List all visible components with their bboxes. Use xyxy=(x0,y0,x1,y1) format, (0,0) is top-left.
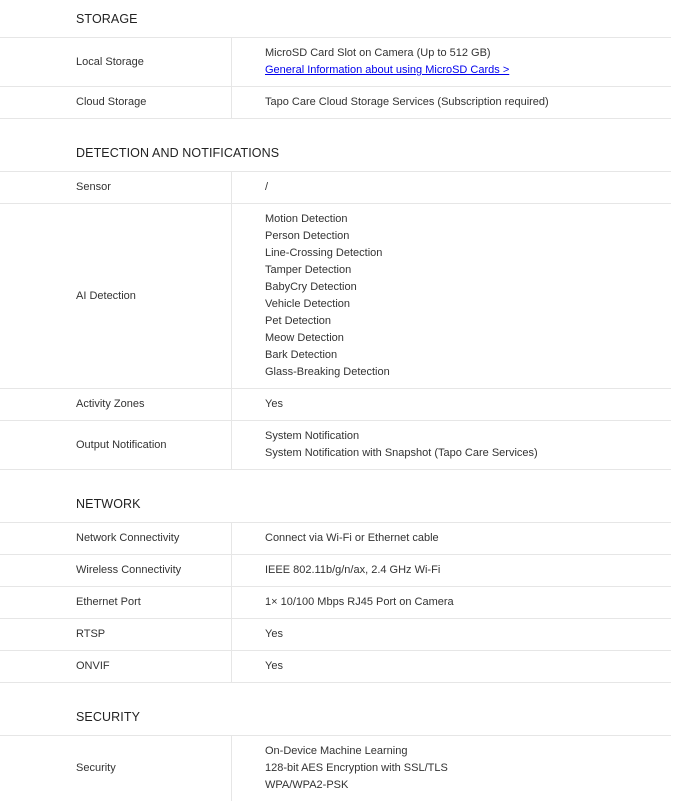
spec-value-line: Tamper Detection xyxy=(265,264,352,276)
spec-value-line: 128-bit AES Encryption with SSL/TLS xyxy=(265,762,448,774)
spec-label: Output Notification xyxy=(0,421,232,469)
spec-value-line: 1× 10/100 Mbps RJ45 Port on Camera xyxy=(265,596,454,608)
spec-value-line: System Notification xyxy=(265,430,360,442)
spec-value xyxy=(232,87,671,118)
spec-value xyxy=(232,736,671,801)
section-divider xyxy=(0,682,671,698)
spec-row-local-storage xyxy=(0,38,671,87)
spec-value xyxy=(232,619,671,650)
spec-label: AI Detection xyxy=(0,204,232,388)
spec-row-cloud-storage xyxy=(0,87,671,118)
section-detection-and-notifications xyxy=(0,118,671,469)
spec-label: RTSP xyxy=(0,619,232,650)
spec-row-activity-zones xyxy=(0,389,671,421)
spec-row-output-notification xyxy=(0,421,671,469)
spec-label: Activity Zones xyxy=(0,389,232,420)
section-security xyxy=(0,682,671,801)
spec-row-security xyxy=(0,736,671,801)
spec-row-network-connectivity xyxy=(0,523,671,555)
section-network xyxy=(0,469,671,682)
spec-label: Network Connectivity xyxy=(0,523,232,554)
spec-value xyxy=(232,172,671,203)
spec-row-ethernet-port xyxy=(0,587,671,619)
spec-value-line: Yes xyxy=(265,628,283,640)
microsd-info-link[interactable]: General Information about using MicroSD Cards > xyxy=(265,64,510,76)
section-title: NETWORK xyxy=(0,485,671,523)
spec-label: ONVIF xyxy=(0,651,232,682)
spec-value-line: BabyCry Detection xyxy=(265,281,357,293)
spec-label: Local Storage xyxy=(0,38,232,86)
spec-value-line: Connect via Wi-Fi or Ethernet cable xyxy=(265,532,439,544)
spec-value-line: / xyxy=(265,181,269,193)
spec-value-line: Line-Crossing Detection xyxy=(265,247,383,259)
section-divider xyxy=(0,469,671,485)
spec-value-line: System Notification with Snapshot (Tapo Care Services) xyxy=(265,447,538,459)
section-title: STORAGE xyxy=(0,0,671,38)
spec-row-sensor xyxy=(0,172,671,204)
spec-row-rtsp xyxy=(0,619,671,651)
spec-value-line: Glass-Breaking Detection xyxy=(265,366,390,378)
spec-value xyxy=(232,651,671,682)
spec-value-line: WPA/WPA2-PSK xyxy=(265,779,349,791)
spec-value xyxy=(232,555,671,586)
spec-value-line: Bark Detection xyxy=(265,349,338,361)
spec-row-ai-detection xyxy=(0,204,671,389)
spec-value-line: Person Detection xyxy=(265,230,350,242)
spec-value-line: Tapo Care Cloud Storage Services (Subscription required) xyxy=(265,96,549,108)
spec-value-line: Motion Detection xyxy=(265,213,348,225)
spec-row-onvif xyxy=(0,651,671,682)
spec-value-line: Pet Detection xyxy=(265,315,332,327)
section-title: DETECTION AND NOTIFICATIONS xyxy=(0,134,671,172)
spec-label: Security xyxy=(0,736,232,801)
spec-value-line: Yes xyxy=(265,660,283,672)
section-storage xyxy=(0,0,671,118)
spec-value-line: Meow Detection xyxy=(265,332,344,344)
spec-label: Ethernet Port xyxy=(0,587,232,618)
spec-row-wireless-connectivity xyxy=(0,555,671,587)
spec-value xyxy=(232,38,671,86)
section-divider xyxy=(0,118,671,134)
spec-label: Sensor xyxy=(0,172,232,203)
spec-value-line: Vehicle Detection xyxy=(265,298,350,310)
spec-value-line: Yes xyxy=(265,398,283,410)
spec-label: Wireless Connectivity xyxy=(0,555,232,586)
spec-value xyxy=(232,587,671,618)
spec-value xyxy=(232,204,671,388)
spec-value xyxy=(232,421,671,469)
spec-value-line: IEEE 802.11b/g/n/ax, 2.4 GHz Wi-Fi xyxy=(265,564,441,576)
section-title: SECURITY xyxy=(0,698,671,736)
spec-value-line: MicroSD Card Slot on Camera (Up to 512 GB) xyxy=(265,47,491,59)
spec-label: Cloud Storage xyxy=(0,87,232,118)
spec-value xyxy=(232,389,671,420)
spec-value xyxy=(232,523,671,554)
spec-value-line: On-Device Machine Learning xyxy=(265,745,408,757)
